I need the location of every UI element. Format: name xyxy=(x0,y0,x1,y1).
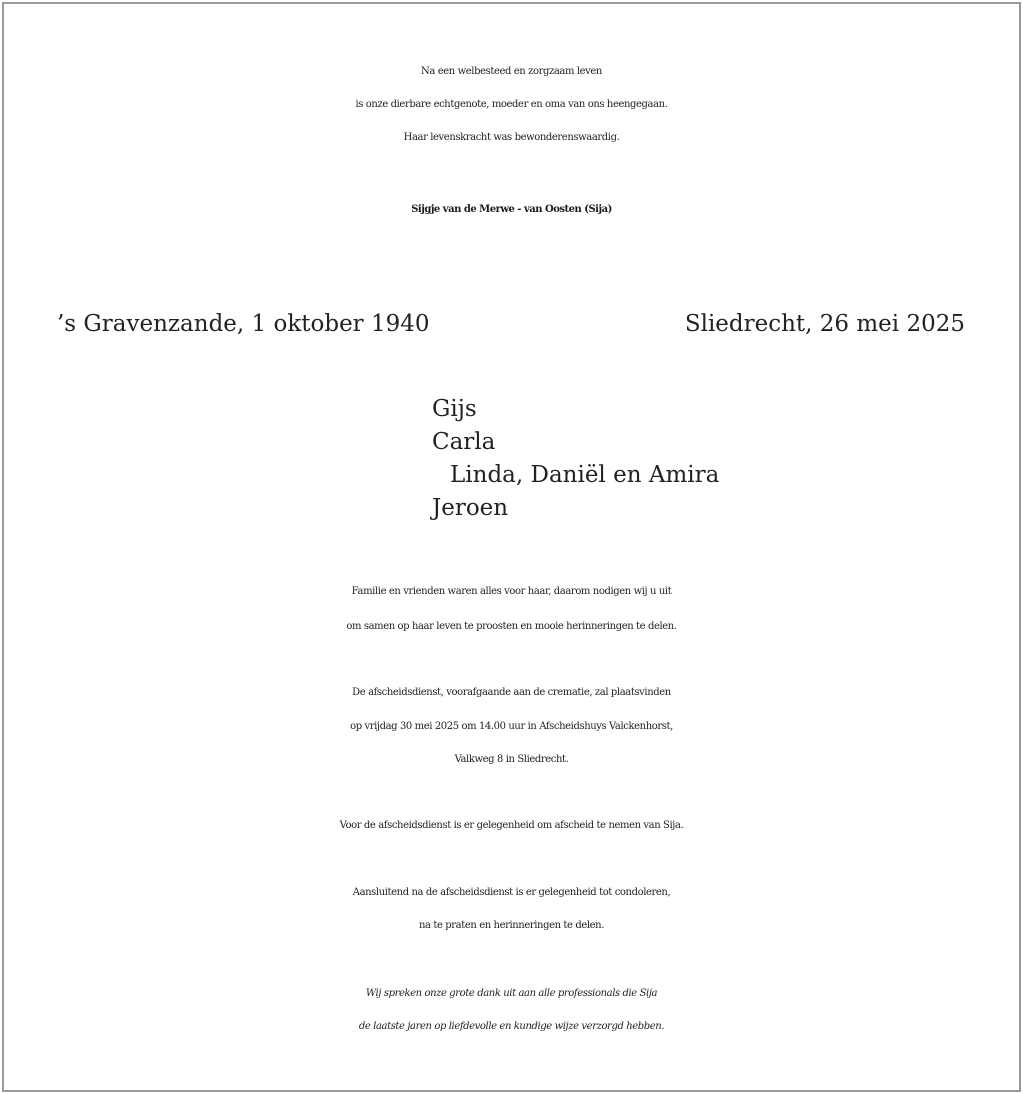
service-line-1: De afscheidsdienst, voorafgaande aan de crematie, zal plaatsvinden xyxy=(352,687,671,698)
intro-line-3: Haar levenskracht was bewonderenswaardig. xyxy=(403,132,620,143)
invitation-line-2: om samen op haar leven te proosten en mooie herinneringen te delen. xyxy=(346,621,677,632)
intro-line-2: is onze dierbare echtgenote, moeder en oma van ons heengegaan. xyxy=(355,99,668,110)
family-list xyxy=(432,393,719,525)
thanks-line-1: Wij spreken onze grote dank uit aan alle professionals die Sija xyxy=(365,988,658,999)
family-member: Jeroen xyxy=(432,495,509,521)
service-line-3: Valkweg 8 in Sliedrecht. xyxy=(454,754,569,765)
condolence-line-1: Aansluitend na de afscheidsdienst is er gelegenheid tot condoleren, xyxy=(352,887,671,898)
family-member: Linda, Daniël en Amira xyxy=(450,462,720,488)
birth-place-date: ’s Gravenzande, 1 oktober 1940 xyxy=(57,311,430,337)
thanks-line-2: de laatste jaren op liefdevolle en kundige wijze verzorgd hebben. xyxy=(358,1021,665,1032)
invitation-line-1: Familie en vrienden waren alles voor haar, daarom nodigen wij u uit xyxy=(351,586,672,597)
service-line-2: op vrijdag 30 mei 2025 om 14.00 uur in Afscheidshuys Valckenhorst, xyxy=(350,721,673,732)
family-member: Carla xyxy=(432,429,496,455)
deceased-name: Sijgje van de Merwe - van Oosten (Sija) xyxy=(411,204,612,215)
intro-line-1: Na een welbesteed en zorgzaam leven xyxy=(421,66,602,77)
farewell-line: Voor de afscheidsdienst is er gelegenheid om afscheid te nemen van Sija. xyxy=(339,820,684,831)
family-member: Gijs xyxy=(432,396,477,422)
death-place-date: Sliedrecht, 26 mei 2025 xyxy=(684,311,965,337)
condolence-line-2: na te praten en herinneringen te delen. xyxy=(419,920,604,931)
